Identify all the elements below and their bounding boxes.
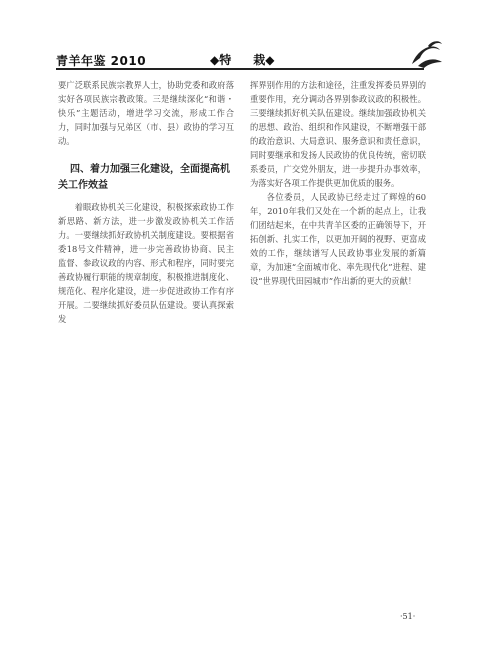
right-paragraph-1: 挥界别作用的方法和途径，注重发挥委员界别的重要作用，充分调动各界别参政议政的积极性。三要继续抓好机关队伍建设。继续加强政协机关的思想、政治、组织和作风建设，不断增强干部的政治意识、大局意识、服务意识和责任意识，同时要继承和发扬人民政协的优良传统，密切联系委员，广交党外朋友，进一步提升办事效率，为落实好各项工作提供更加优质的服务。 (250, 80, 426, 188)
left-paragraph-2: 着眼政协机关三化建设，积极探索政协工作新思路、新方法，进一步激发政协机关工作活力。一要继续抓好政协机关制度建设。要根据省委18号文件精神，进一步完善政协协商、民主监督、参政议政的内容、形式和程序，同时要完善政协履行职能的规章制度，积极推进制度化、规范化、程序化建设，进一步促进政协工作有序开展。二要继续抓好委员队伍建设。要认真探索发 (58, 202, 234, 324)
yearbook-title: 青羊年鉴 2010 (56, 54, 147, 68)
right-paragraph-2: 各位委员，人民政协已经走过了辉煌的60年，2010年我们又处在一个新的起点上，让我们团结起来，在中共青羊区委的正确领导下，开拓创新、扎实工作，以更加开阔的视野、更富成效的工作，继续谱写人民政协事业发展的新篇章，为加速“全面城市化、率先现代化”进程、建设“世界现代田园城市”作出新的更大的贡献！ (250, 192, 426, 286)
header-rule (56, 68, 424, 70)
right-column (250, 78, 426, 288)
page-header (56, 48, 438, 70)
section-label (210, 51, 274, 68)
section-label-left: ◆特 (210, 53, 232, 67)
page-number: ·51· (400, 612, 416, 621)
section-heading: 四、着力加强三化建设，全面提高机关工作效益 (58, 164, 230, 191)
left-column (58, 78, 234, 326)
swirl-logo-icon (408, 38, 444, 68)
section-label-right: 栽◆ (253, 53, 275, 67)
left-paragraph-1: 要广泛联系民族宗教界人士，协助党委和政府落实好各项民族宗教政策。三是继续深化“和谐・快乐”主题活动，增进学习交流，形成工作合力，同时加强与兄弟区（市、县）政协的学习互动。 (58, 80, 234, 146)
